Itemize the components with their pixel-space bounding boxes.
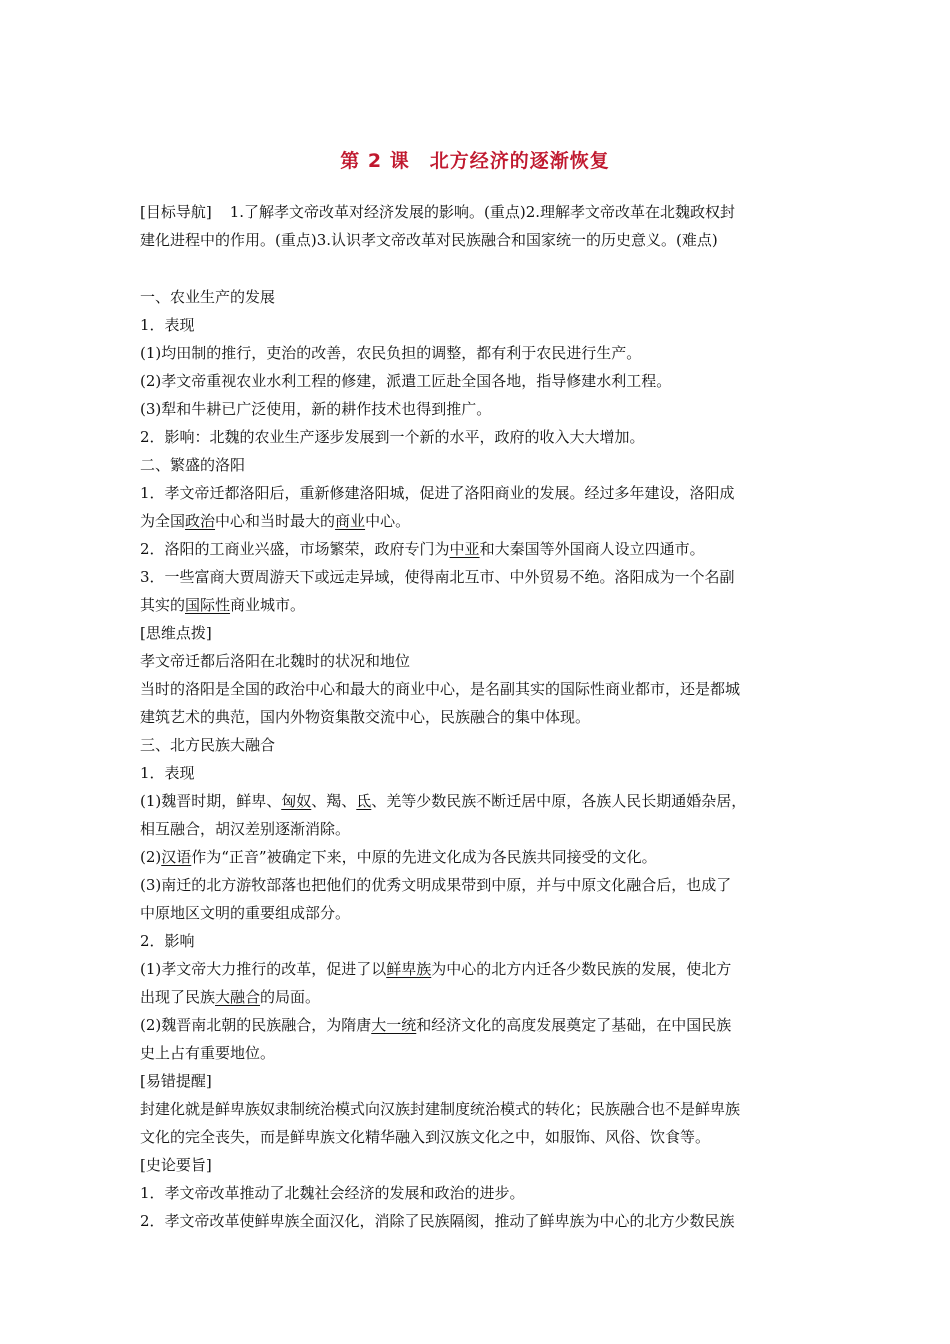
- target-line-1: [目标导航] 1.了解孝文帝改革对经济发展的影响。(重点)2.理解孝文帝改革在北魏政权封: [140, 203, 736, 221]
- think-label: [思维点拨]: [140, 624, 212, 642]
- paragraph: 史上占有重要地位。: [140, 1044, 276, 1062]
- paragraph: 中原地区文明的重要组成部分。: [140, 904, 351, 922]
- underlined-term: 中亚: [449, 540, 480, 558]
- paragraph: (3)南迁的北方游牧部落也把他们的优秀文明成果带到中原，并与中原文化融合后，也成了: [140, 876, 732, 894]
- paragraph: (3)犁和牛耕已广泛使用，新的耕作技术也得到推广。: [140, 400, 492, 418]
- document-body: [140, 198, 816, 1235]
- paragraph: 3．一些富商大贾周游天下或远走异域，使得南北互市、中外贸易不绝。洛阳成为一个名副: [140, 568, 735, 586]
- paragraph: 当时的洛阳是全国的政治中心和最大的商业中心，是名副其实的国际性商业都市，还是都城: [140, 680, 741, 698]
- underlined-term: 汉语: [161, 848, 192, 866]
- paragraph: 为全国政治中心和当时最大的商业中心。: [140, 512, 411, 530]
- paragraph: 建筑艺术的典范，国内外物资集散交流中心，民族融合的集中体现。: [140, 708, 591, 726]
- target-label: [目标导航]: [140, 203, 212, 221]
- paragraph: 1．表现: [140, 764, 195, 782]
- paragraph: 2．洛阳的工商业兴盛，市场繁荣，政府专门为中亚和大秦国等外国商人设立四通市。: [140, 540, 705, 558]
- paragraph: 2．影响: [140, 932, 195, 950]
- section-heading-1: 一、农业生产的发展: [140, 288, 276, 306]
- paragraph: 1．表现: [140, 316, 195, 334]
- warn-label: [易错提醒]: [140, 1072, 212, 1090]
- section-heading-3: 三、北方民族大融合: [140, 736, 276, 754]
- paragraph: 封建化就是鲜卑族奴隶制统治模式向汉族封建制度统治模式的转化；民族融合也不是鲜卑族: [140, 1100, 741, 1118]
- paragraph: (2)孝文帝重视农业水利工程的修建，派遣工匠赴全国各地，指导修建水利工程。: [140, 372, 672, 390]
- paragraph: (1)均田制的推行，吏治的改善，农民负担的调整，都有利于农民进行生产。: [140, 344, 642, 362]
- think-question: 孝文帝迁都后洛阳在北魏时的状况和地位: [140, 652, 411, 670]
- paragraph: 2．影响：北魏的农业生产逐步发展到一个新的水平，政府的收入大大增加。: [140, 428, 645, 446]
- target-line-2: 建化进程中的作用。(重点)3.认识孝文帝改革对民族融合和国家统一的历史意义。(难点): [140, 231, 718, 249]
- paragraph: (2)魏晋南北朝的民族融合，为隋唐大一统和经济文化的高度发展奠定了基础，在中国民族: [140, 1016, 732, 1034]
- paragraph: (2)汉语作为“正音”被确定下来，中原的先进文化成为各民族共同接受的文化。: [140, 848, 657, 866]
- paragraph: (1)孝文帝大力推行的改革，促进了以鲜卑族为中心的北方内迁各少数民族的发展，使北方: [140, 960, 732, 978]
- paragraph: 2．孝文帝改革使鲜卑族全面汉化，消除了民族隔阂，推动了鲜卑族为中心的北方少数民族: [140, 1212, 735, 1230]
- paragraph: 文化的完全丧失，而是鲜卑族文化精华融入到汉族文化之中，如服饰、风俗、饮食等。: [140, 1128, 711, 1146]
- underlined-term: 大一统: [371, 1016, 417, 1034]
- underlined-term: 大融合: [215, 988, 261, 1006]
- paragraph: (1)魏晋时期，鲜卑、匈奴、羯、氐、羌等少数民族不断迁居中原，各族人民长期通婚杂居，: [140, 792, 747, 810]
- hist-label: [史论要旨]: [140, 1156, 212, 1174]
- paragraph: 1．孝文帝迁都洛阳后，重新修建洛阳城，促进了洛阳商业的发展。经过多年建设，洛阳成: [140, 484, 735, 502]
- paragraph: 其实的国际性商业城市。: [140, 596, 306, 614]
- underlined-term: 氐: [356, 792, 372, 810]
- section-heading-2: 二、繁盛的洛阳: [140, 456, 246, 474]
- underlined-term: 商业: [335, 512, 366, 530]
- paragraph: 1．孝文帝改革推动了北魏社会经济的发展和政治的进步。: [140, 1184, 525, 1202]
- underlined-term: 政治: [185, 512, 216, 530]
- underlined-term: 国际性: [185, 596, 231, 614]
- paragraph: 相互融合，胡汉差别逐渐消除。: [140, 820, 351, 838]
- underlined-term: 鲜卑族: [386, 960, 432, 978]
- paragraph: 出现了民族大融合的局面。: [140, 988, 321, 1006]
- page-title: 第 2 课 北方经济的逐渐恢复: [340, 150, 610, 172]
- underlined-term: 匈奴: [281, 792, 312, 810]
